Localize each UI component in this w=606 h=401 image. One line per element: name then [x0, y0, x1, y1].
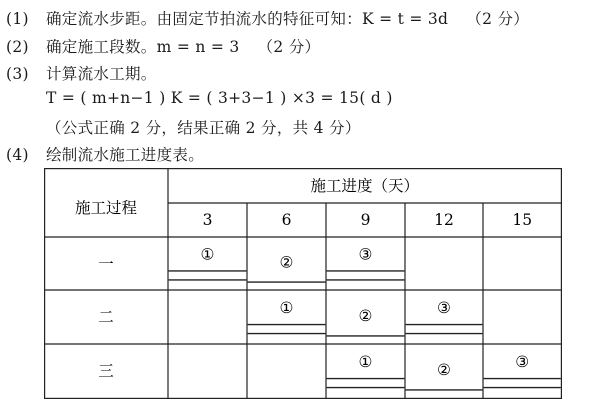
- day-label-15: 15: [512, 211, 533, 229]
- process-row-2-label: 二: [98, 308, 114, 326]
- step-2: [6, 35, 320, 57]
- segment-label-row-3-seg-2: ②: [437, 360, 451, 379]
- score-note: （公式正确 2 分，结果正确 2 分，共 4 分）: [46, 119, 361, 137]
- process-header: 施工过程: [74, 199, 138, 217]
- segment-label-row-2-seg-3: ③: [437, 298, 451, 317]
- step-1-text: 确定流水步距。由固定节拍流水的特征可知：K = t = 3d: [46, 10, 449, 28]
- segment-label-row-1-seg-3: ③: [358, 245, 373, 264]
- segment-label-row-2-seg-1: ①: [279, 298, 294, 317]
- progress-bars: [169, 245, 561, 389]
- step-4-text: 绘制流水施工进度表。: [46, 146, 205, 164]
- segment-label-row-3-seg-1: ①: [358, 352, 373, 371]
- process-row-3-label: 三: [98, 362, 114, 380]
- step-2-number: (2): [6, 38, 29, 56]
- step-2-text: 确定施工段数。m = n = 3: [46, 38, 240, 56]
- segment-label-row-1-seg-1: ①: [200, 245, 215, 264]
- step-1: [6, 7, 529, 29]
- day-label-6: 6: [281, 211, 292, 229]
- segment-label-row-1-seg-2: ②: [279, 253, 294, 272]
- step-1-score: （2 分）: [466, 10, 530, 28]
- step-4: [6, 143, 204, 165]
- step-2-score: （2 分）: [257, 38, 321, 56]
- process-row-1-label: 一: [98, 255, 114, 273]
- step-3: [6, 62, 157, 84]
- progress-header: 施工进度（天）: [310, 177, 419, 195]
- segment-label-row-2-seg-2: ②: [358, 306, 373, 325]
- step-1-number: (1): [6, 10, 29, 28]
- day-label-12: 12: [434, 211, 454, 229]
- step-4-number: (4): [6, 146, 29, 164]
- flow-schedule-table: [44, 168, 562, 399]
- day-label-3: 3: [202, 211, 213, 229]
- step-3-number: (3): [6, 65, 29, 83]
- day-label-9: 9: [360, 211, 371, 229]
- step-3-text: 计算流水工期。: [46, 65, 157, 83]
- segment-label-row-3-seg-3: ③: [515, 352, 530, 371]
- formula-line: T = ( m+n−1 ) K = ( 3+3−1 ) ×3 = 15( d ): [46, 89, 393, 107]
